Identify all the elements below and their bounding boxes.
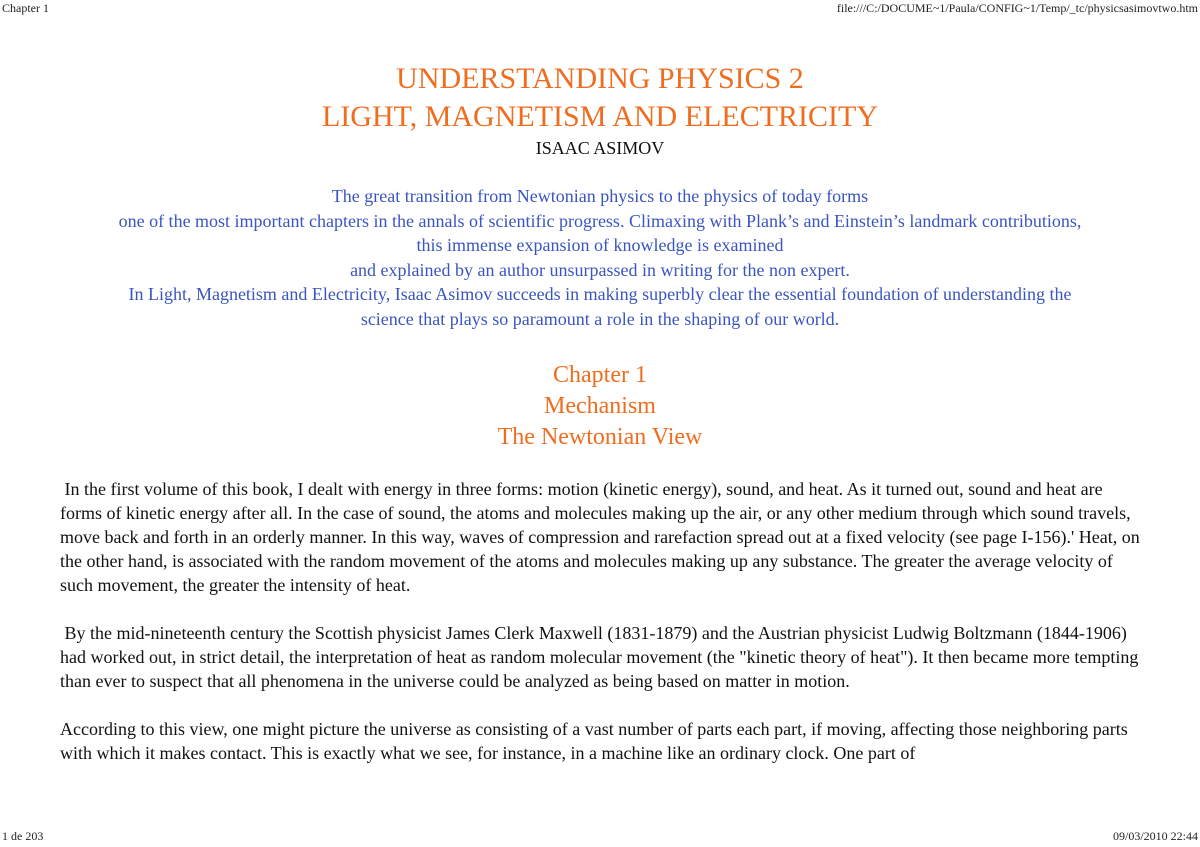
chapter-subtitle: The Newtonian View <box>497 424 703 450</box>
chapter-heading <box>0 360 1200 453</box>
blurb-line: this immense expansion of knowledge is examined <box>416 235 784 255</box>
book-title <box>0 60 1200 136</box>
print-header-url: file:///C:/DOCUME~1/Paula/CONFIG~1/Temp/_tc/physicsasimovtwo.htm <box>836 1 1198 15</box>
body-paragraph: In the first volume of this book, I dealt with energy in three forms: motion (kinetic energy), sound, and heat. As it turned out, sound and heat are forms of kinetic energy after all. In the case of sound, the atoms and molecules making up the air, or any other medium through which sound travels, move back and forth in an orderly manner. In this way, waves of compression and rarefaction spread out at a fixed velocity (see page I-156).' Heat, on the other hand, is associated with the random movement of the atoms and molecules making up any substance. The greater the average velocity of such movement, the greater the intensity of heat. <box>60 479 1140 595</box>
book-title-line-2: LIGHT, MAGNETISM AND ELECTRICITY <box>321 100 879 133</box>
print-footer-page-count: 1 de 203 <box>2 829 44 843</box>
blurb-line: The great transition from Newtonian physics to the physics of today forms <box>331 186 869 206</box>
chapter-title: Mechanism <box>544 393 656 419</box>
print-header-title: Chapter 1 <box>2 1 49 15</box>
blurb-line: one of the most important chapters in the annals of scientific progress. Climaxing with Plank’s and Einstein’s landmark contributions, <box>118 210 1082 231</box>
book-blurb <box>40 184 1160 331</box>
blurb-line: and explained by an author unsurpassed in writing for the non expert. <box>350 259 850 280</box>
body-paragraph: By the mid-nineteenth century the Scottish physicist James Clerk Maxwell (1831-1879) and the Austrian physicist Ludwig Boltzmann (1844-1906) had worked out, in strict detail, the interpretation of heat as random molecular movement (the "kinetic theory of heat"). It then became more tempting than ever to suspect that all phenomena in the universe could be analyzed as being based on matter in motion. <box>60 623 1139 691</box>
chapter-body <box>60 477 1145 789</box>
body-paragraph: According to this view, one might picture the universe as consisting of a vast number of parts each part, if moving, affecting those neighboring parts with which it makes contact. This is exactly what we see, for instance, in a machine like an ordinary clock. One part of <box>60 719 1128 763</box>
blurb-line: science that plays so paramount a role in the shaping of our world. <box>360 308 840 329</box>
book-author: ISAAC ASIMOV <box>535 138 665 158</box>
chapter-number: Chapter 1 <box>553 362 647 388</box>
blurb-line: In Light, Magnetism and Electricity, Isaac Asimov succeeds in making superbly clear the essential foundation of understanding the <box>128 284 1072 304</box>
print-footer-timestamp: 09/03/2010 22:44 <box>1112 829 1198 843</box>
book-title-line-1: UNDERSTANDING PHYSICS 2 <box>396 62 804 95</box>
